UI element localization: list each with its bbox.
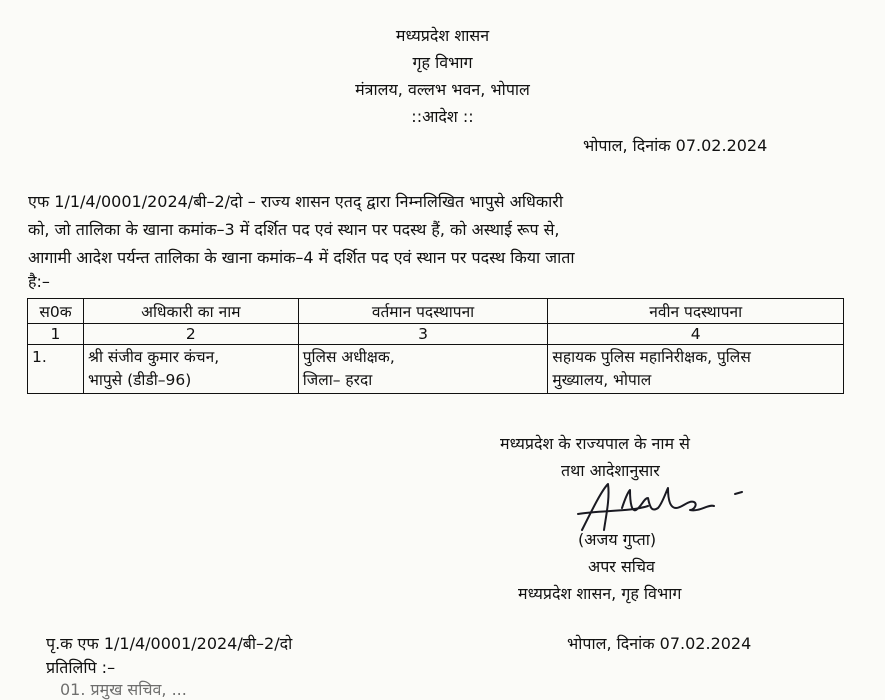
body-line-2: को, जो तालिका के खाना कमांक–3 में दर्शित पद एवं स्थान पर पदस्थ हैं, को अस्थाई रूप से, (28, 220, 560, 239)
cell-sno: 1. (28, 345, 84, 394)
signatory-name: (अजय गुप्ता) (578, 530, 657, 549)
body-line-4: है:– (28, 272, 50, 291)
header-department: मध्यप्रदेश शासन (395, 26, 490, 45)
table-row (28, 345, 844, 394)
new-post: सहायक पुलिस महानिरीक्षक, पुलिस (552, 348, 751, 366)
header-ministry: गृह विभाग (412, 53, 473, 72)
signatory-designation: अपर सचिव (588, 557, 655, 576)
cell-current-posting (298, 345, 548, 394)
copy-label: प्रतिलिपि :– (46, 658, 116, 677)
copy-date: भोपाल, दिनांक 07.02.2024 (567, 634, 752, 653)
col-number: 1 (28, 324, 84, 345)
authority-line: मध्यप्रदेश के राज्यपाल के नाम से (500, 434, 690, 453)
cell-name (83, 345, 298, 394)
header-address: मंत्रालय, वल्लभ भवन, भोपाल (355, 80, 530, 99)
col-header-new: नवीन पदस्थापना (548, 299, 844, 324)
col-number: 2 (83, 324, 298, 345)
authority-order-line: तथा आदेशानुसार (561, 461, 660, 480)
col-number: 4 (548, 324, 844, 345)
current-post: पुलिस अधीक्षक, (302, 348, 395, 366)
place-date: भोपाल, दिनांक 07.02.2024 (583, 136, 768, 155)
body-line-3: आगामी आदेश पर्यन्त तालिका के खाना कमांक–4 में दर्शित पद एवं स्थान पर पदस्थ किया जाता (28, 248, 575, 267)
new-place: मुख्यालय, भोपाल (552, 371, 652, 389)
col-header-sno: स0क (28, 299, 84, 324)
copy-item-partial: 01. प्रमुख सचिव, ... (60, 680, 187, 699)
officer-cadre: भापुसे (डीडी–96) (87, 371, 192, 389)
officer-name: श्री संजीव कुमार कंचन, (87, 348, 220, 366)
current-place: जिला– हरदा (302, 371, 373, 389)
body-line-1: एफ 1/1/4/0001/2024/बी–2/दो – राज्य शासन एतद् द्वारा निम्नलिखित भापुसे अधिकारी (28, 192, 563, 211)
cell-new-posting (548, 345, 844, 394)
col-number: 3 (298, 324, 548, 345)
order-heading: ::आदेश :: (411, 107, 474, 126)
posting-table (27, 298, 844, 394)
col-header-name: अधिकारी का नाम (83, 299, 298, 324)
signatory-department: मध्यप्रदेश शासन, गृह विभाग (518, 584, 682, 603)
col-header-current: वर्तमान पदस्थापना (298, 299, 548, 324)
copy-reference: पृ.क एफ 1/1/4/0001/2024/बी–2/दो (46, 634, 293, 653)
